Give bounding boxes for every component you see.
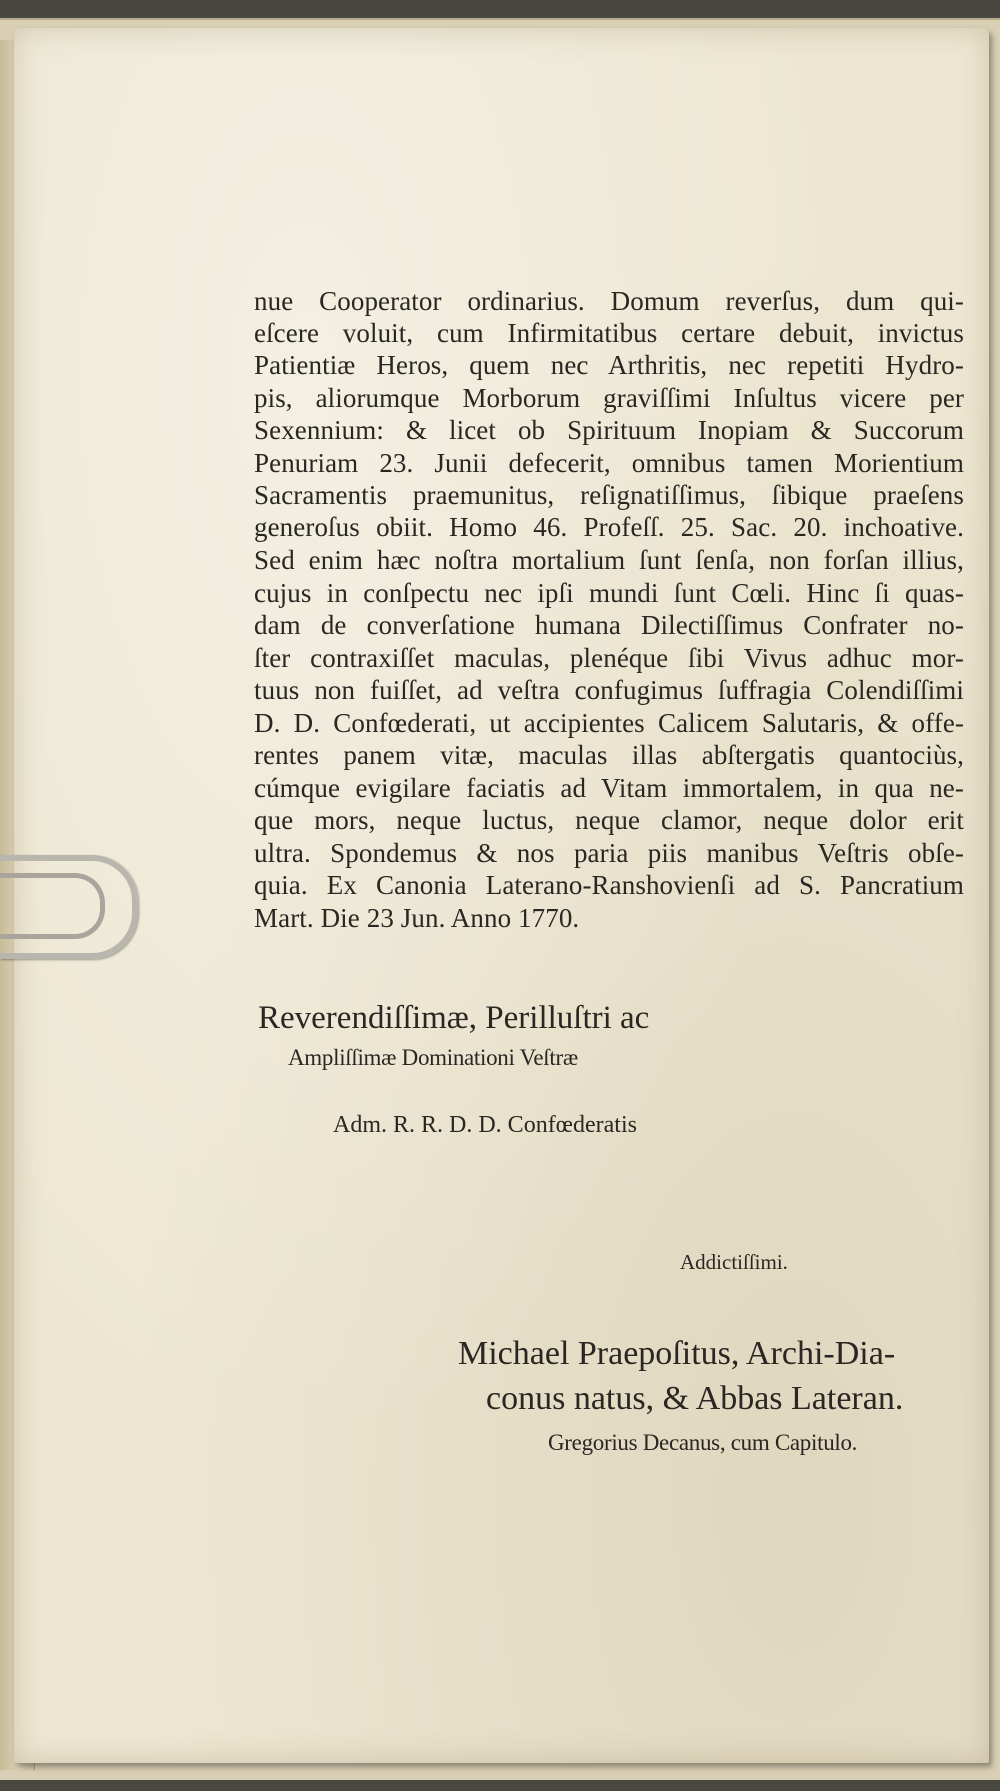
- body-line: tuus non fuiſſet, ad veſtra confugimus ſuffragia Colendiſſimi: [254, 675, 964, 705]
- salutation-line-1: Reverendiſſimæ, Perilluſtri ac: [258, 1000, 650, 1036]
- body-line: cúmque evigilare faciatis ad Vitam immortalem, in qua ne-: [254, 773, 964, 803]
- body-line-date: Mart. Die 23 Jun. Anno 1770.: [254, 903, 580, 933]
- body-line: ſter contraxiſſet maculas, plenéque ſibi Vivus adhuc mor-: [254, 643, 964, 673]
- body-line: nue Cooperator ordinarius. Domum reverſus, dum qui-: [254, 286, 964, 316]
- paper-clip-inner-loop: [0, 873, 105, 939]
- body-line: Penuriam 23. Junii defecerit, omnibus tamen Morientium: [254, 448, 964, 478]
- body-line: cujus in conſpectu nec ipſi mundi ſunt Cœli. Hinc ſi quas-: [254, 578, 964, 608]
- body-line: quia. Ex Canonia Laterano-Ranshovienſi ad S. Pancratium: [254, 870, 964, 900]
- body-line: rentes panem vitæ, maculas illas abſtergatis quantociùs,: [254, 740, 964, 770]
- body-line: Patientiæ Heros, quem nec Arthritis, nec repetiti Hydro-: [254, 350, 964, 380]
- body-line: que mors, neque luctus, neque clamor, neque dolor erit: [254, 805, 964, 835]
- body-line: generoſus obiit. Homo 46. Profeſſ. 25. Sac. 20. inchoative.: [254, 512, 964, 542]
- body-line: Sacramentis praemunitus, reſignatiſſimus, ſibique praeſens: [254, 480, 964, 510]
- addictissimi-line: Addictiſſimi.: [680, 1250, 788, 1274]
- signer-line-3: Gregorius Decanus, cum Capitulo.: [548, 1430, 858, 1455]
- body-line: Sexennium: & licet ob Spirituum Inopiam & Succorum: [254, 415, 964, 445]
- body-line: Sed enim hæc noſtra mortalium ſunt ſenſa, non forſan illius,: [254, 545, 964, 575]
- signer-line-1: Michael Praepoſitus, Archi-Dia-: [458, 1335, 896, 1372]
- body-line: pis, aliorumque Morborum graviſſimi Inſultus vicere per: [254, 383, 964, 413]
- body-line: dam de converſatione humana Dilectiſſimus Confrater no-: [254, 610, 964, 640]
- body-line: D. D. Confœderati, ut accipientes Calicem Salutaris, & offe-: [254, 708, 964, 738]
- body-line: ultra. Spondemus & nos paria piis manibus Veſtris obſe-: [254, 838, 964, 868]
- signer-line-2: conus natus, & Abbas Lateran.: [486, 1380, 904, 1417]
- salutation-line-2: Ampliſſimæ Dominationi Veſtræ: [288, 1045, 578, 1070]
- body-line: eſcere voluit, cum Infirmitatibus certare debuit, invictus: [254, 318, 964, 348]
- confoederatis-line: Adm. R. R. D. D. Confœderatis: [333, 1112, 637, 1138]
